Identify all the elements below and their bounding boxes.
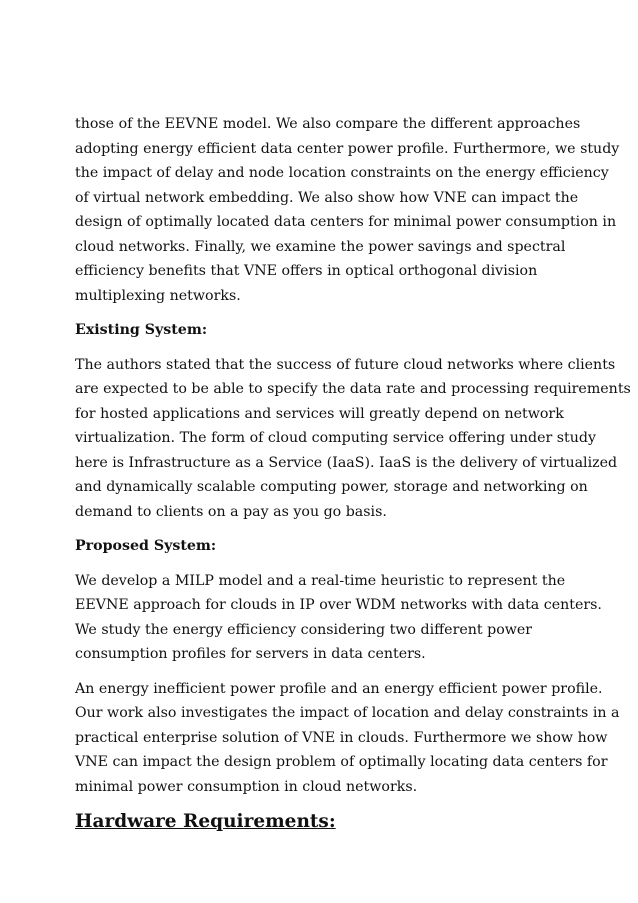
text-line: An energy inefficient power profile and an energy efficient power profile. [75, 680, 603, 697]
text-line: and dynamically scalable computing power, storage and networking on [75, 479, 588, 495]
text-line: We study the energy efficiency considering two different power [75, 621, 533, 638]
text-line: design of optimally located data centers for minimal power consumption in [75, 214, 617, 230]
text-line: demand to clients on a pay as you go basis. [75, 503, 387, 520]
text-line: here is Infrastructure as a Service (IaaS). IaaS is the delivery of virtualized [75, 454, 618, 471]
text-line: VNE can impact the design problem of optimally locating data centers for [75, 754, 608, 770]
text-line: Our work also investigates the impact of location and delay constraints in a [75, 705, 620, 721]
proposed-system-paragraph-1 [75, 569, 602, 667]
text-line: efficiency benefits that VNE offers in optical orthogonal division [75, 263, 538, 279]
text-line: are expected to be able to specify the data rate and processing requirements [75, 381, 631, 397]
text-line: of virtual network embedding. We also show how VNE can impact the [75, 189, 579, 206]
text-line: practical enterprise solution of VNE in clouds. Furthermore we show how [75, 729, 608, 746]
text-line: The authors stated that the success of future cloud networks where clients [75, 356, 616, 373]
proposed-system-heading: Proposed System: [75, 538, 217, 554]
text-line: multiplexing networks. [75, 287, 241, 304]
hardware-requirements-heading: Hardware Requirements: [75, 811, 336, 832]
proposed-system-paragraph-2 [75, 677, 620, 800]
text-line: for hosted applications and services will greatly depend on network [75, 405, 564, 422]
text-line: virtualization. The form of cloud computing service offering under study [75, 430, 596, 446]
text-line: adopting energy efficient data center power profile. Furthermore, we study [75, 140, 620, 157]
intro-paragraph [75, 112, 620, 308]
text-line: minimal power consumption in cloud networks. [75, 778, 418, 795]
text-line: cloud networks. Finally, we examine the power savings and spectral [75, 238, 566, 255]
existing-system-heading: Existing System: [75, 322, 208, 338]
text-line: the impact of delay and node location constraints on the energy efficiency [75, 165, 609, 181]
document-page [75, 112, 631, 835]
text-line: EEVNE approach for clouds in IP over WDM networks with data centers. [75, 597, 602, 613]
existing-system-paragraph [75, 353, 631, 525]
text-line: We develop a MILP model and a real-time heuristic to represent the [75, 572, 566, 589]
text-line: consumption profiles for servers in data centers. [75, 646, 426, 662]
text-line: those of the EEVNE model. We also compare the different approaches [75, 116, 581, 132]
